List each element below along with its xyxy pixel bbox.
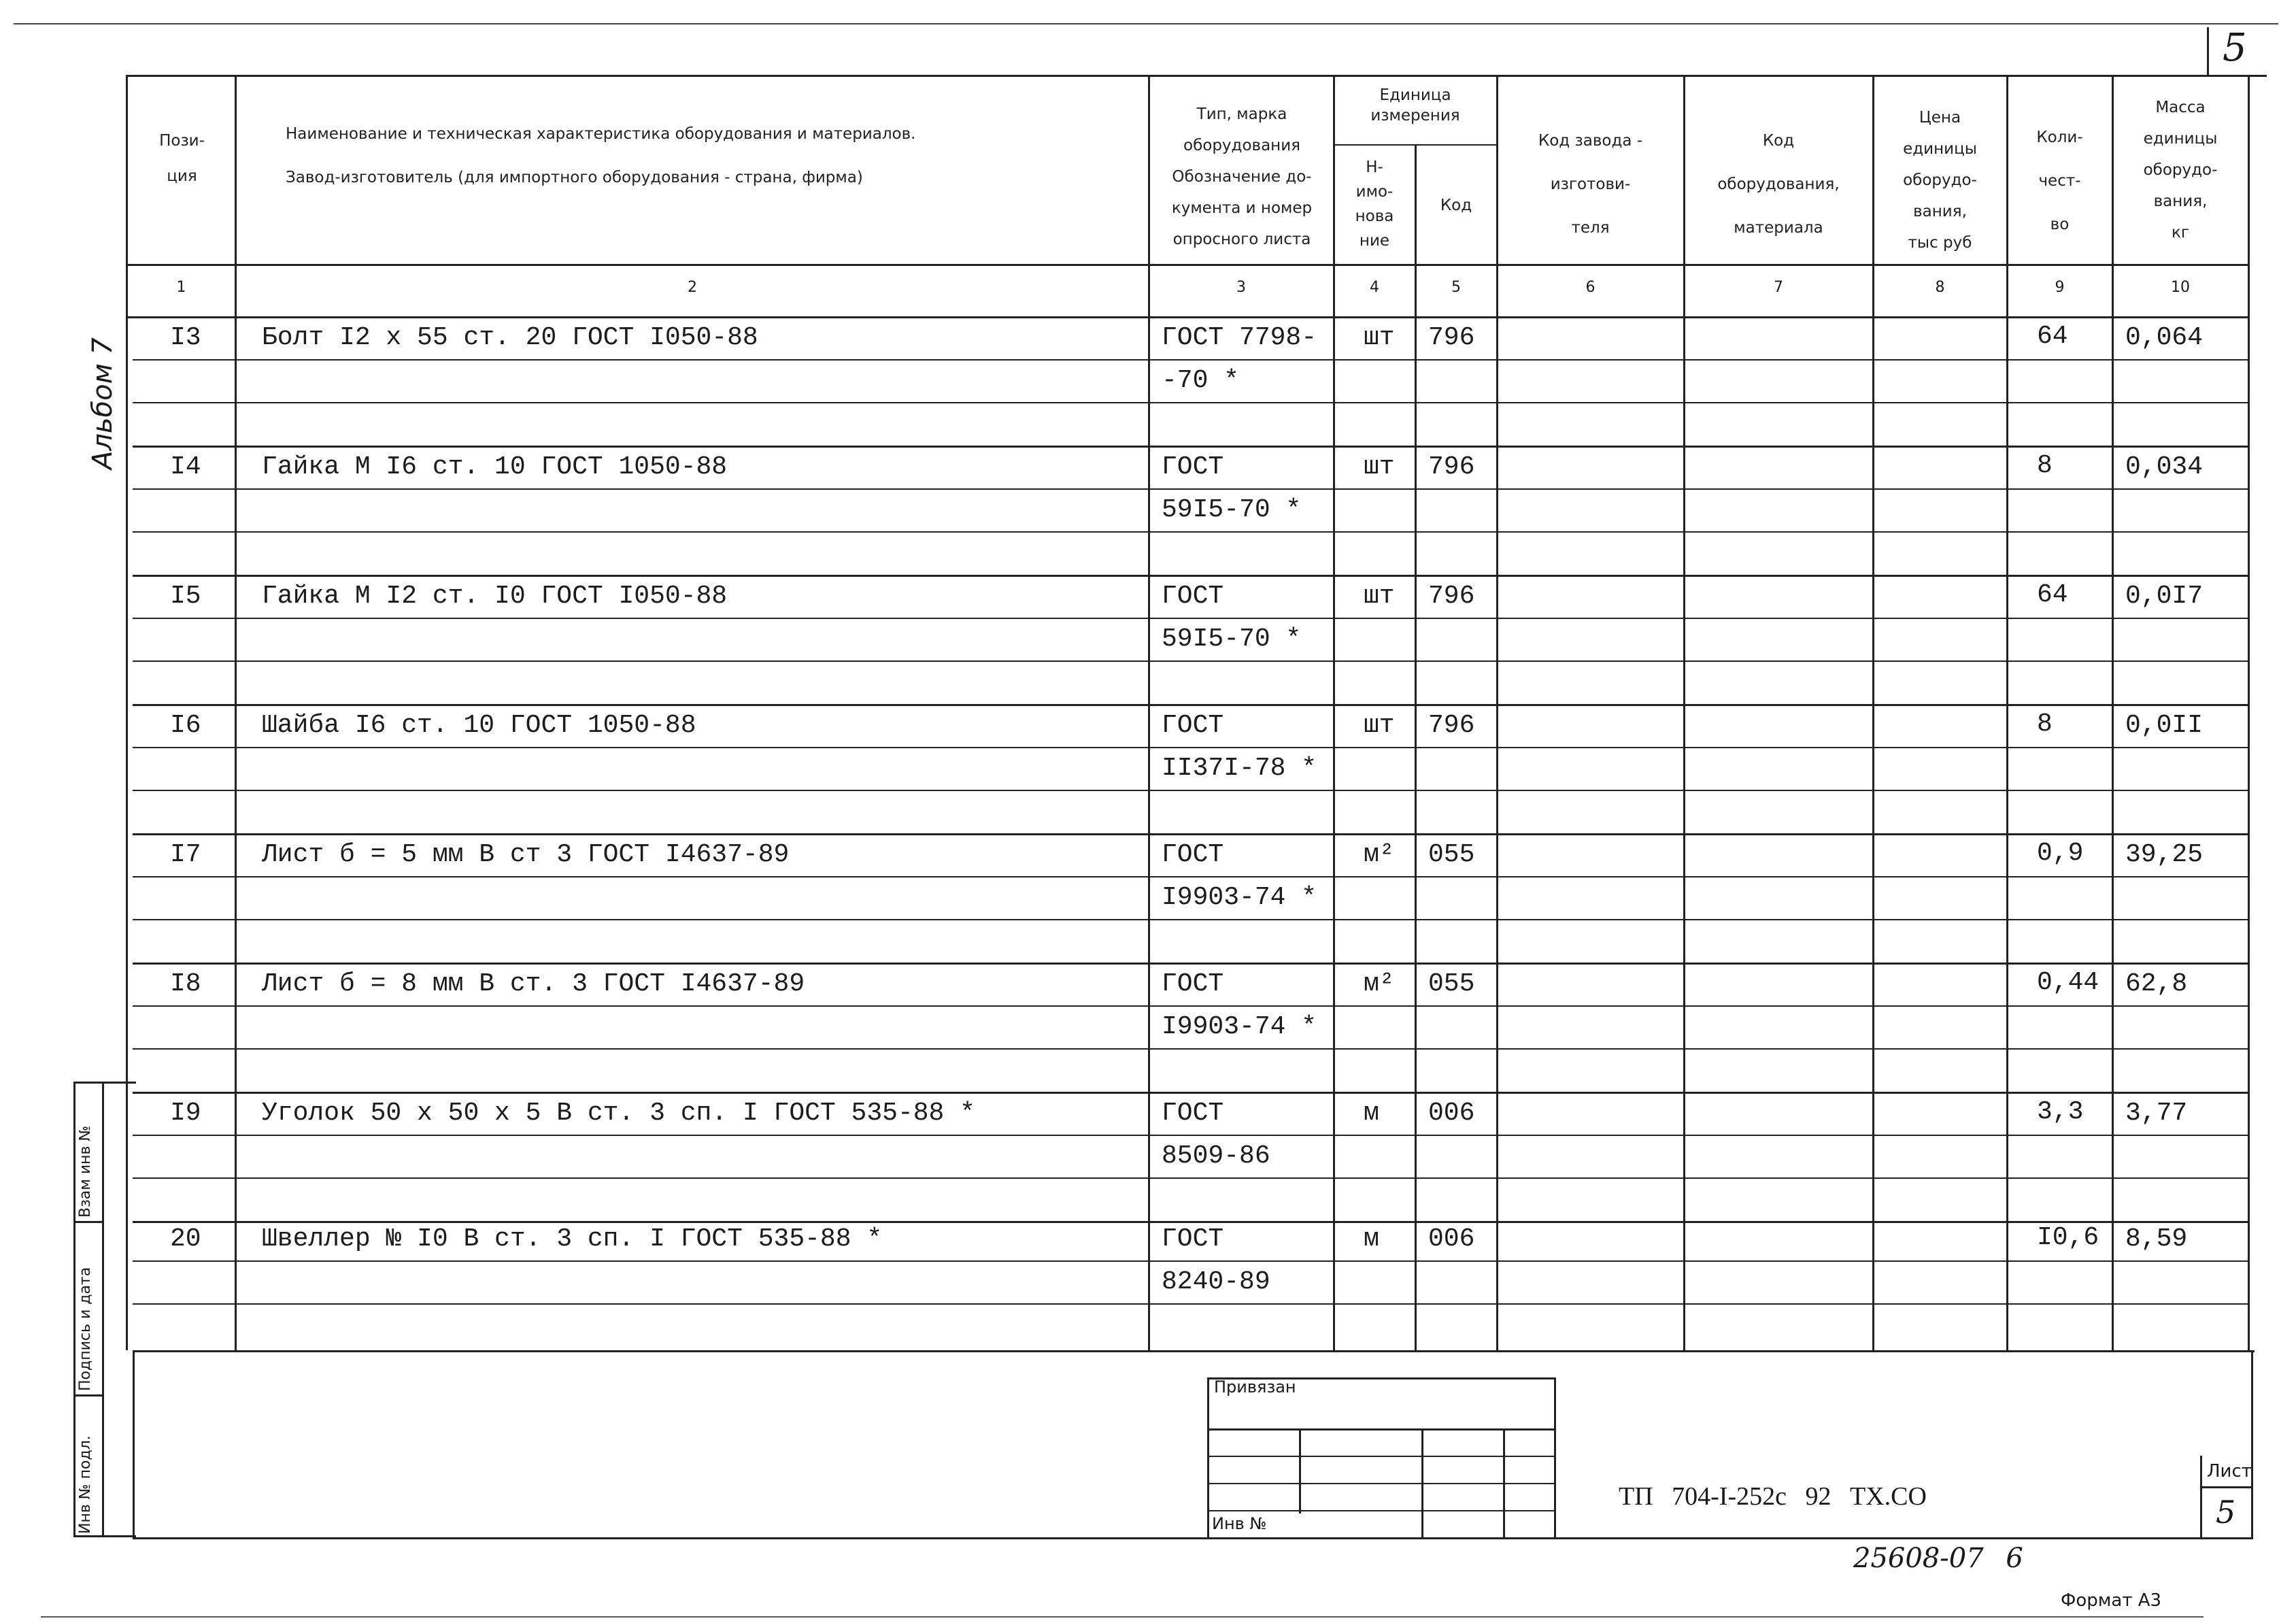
- colnum-8: 8: [1935, 279, 1945, 296]
- header-unit-code: Код: [1440, 197, 1472, 214]
- privyazan-label: Привязан: [1214, 1377, 1296, 1396]
- row-position: I9: [170, 1099, 201, 1128]
- header-plant-code: Код завода - изготови- теля: [1538, 132, 1643, 237]
- row-quantity: 64: [2037, 322, 2068, 351]
- row-unit: м: [1364, 1099, 1379, 1128]
- row-unit: м: [1364, 1224, 1379, 1254]
- row-mass: 0,0II: [2125, 711, 2204, 740]
- sheet-label: Лист: [2207, 1461, 2252, 1482]
- row-doc-line2: II37I-78 *: [1162, 754, 1317, 783]
- sheet-number: 5: [2216, 1494, 2236, 1530]
- document-designation: ТП 704-I-252с 92 ТХ.СО: [1619, 1482, 1927, 1511]
- row-doc-line2: I9903-74 *: [1162, 883, 1317, 912]
- row-doc-line1: ГОСТ: [1162, 582, 1224, 611]
- row-doc-line2: -70 *: [1162, 366, 1240, 395]
- row-quantity: I0,6: [2037, 1223, 2099, 1252]
- row-unit-code: 796: [1428, 582, 1475, 611]
- row-name: Уголок 50 x 50 x 5 В ст. 3 сп. I ГОСТ 535-88 *: [262, 1099, 975, 1128]
- row-position: I7: [170, 840, 201, 869]
- side-label-signature: Подпись и дата: [77, 1267, 94, 1391]
- row-position: 20: [170, 1224, 201, 1254]
- colnum-2: 2: [688, 279, 697, 296]
- header-price: Цена единицы оборудо- вания, тыс руб: [1903, 109, 1977, 252]
- header-unit: Единица измерения: [1370, 86, 1460, 124]
- row-quantity: 8: [2037, 451, 2053, 480]
- row-quantity: 64: [2037, 580, 2068, 609]
- colnum-7: 7: [1774, 279, 1783, 296]
- header-unit-name: Н- имо- нова ние: [1355, 158, 1394, 250]
- row-doc-line1: ГОСТ: [1162, 1099, 1224, 1128]
- album-label: Альбом 7: [87, 337, 118, 469]
- row-unit-code: 055: [1428, 969, 1475, 999]
- row-unit: м²: [1364, 969, 1395, 999]
- row-quantity: 8: [2037, 709, 2053, 739]
- row-quantity: 3,3: [2037, 1097, 2084, 1126]
- row-unit: м²: [1364, 840, 1395, 869]
- header-position: Пози- ция: [159, 132, 205, 185]
- row-name: Швеллер № I0 В ст. 3 сп. I ГОСТ 535-88 *: [262, 1224, 883, 1254]
- row-position: I5: [170, 582, 201, 611]
- row-mass: 8,59: [2125, 1224, 2188, 1254]
- colnum-1: 1: [176, 279, 186, 296]
- row-doc-line2: 59I5-70 *: [1162, 624, 1302, 654]
- row-unit-code: 006: [1428, 1224, 1475, 1254]
- row-doc-line1: ГОСТ: [1162, 1224, 1224, 1254]
- row-unit: шт: [1364, 323, 1395, 352]
- header-quantity: Коли- чест- во: [2036, 129, 2083, 233]
- colnum-9: 9: [2055, 279, 2065, 296]
- row-unit-code: 796: [1428, 323, 1475, 352]
- row-doc-line1: ГОСТ: [1162, 711, 1224, 740]
- row-position: I3: [170, 323, 201, 352]
- page-number: 5: [2223, 26, 2247, 70]
- row-mass: 62,8: [2125, 969, 2188, 999]
- row-doc-line1: ГОСТ: [1162, 969, 1224, 999]
- row-position: I8: [170, 969, 201, 999]
- header-mass: Масса единицы оборудо- вания, кг: [2143, 99, 2218, 241]
- row-name: Гайка М I6 ст. 10 ГОСТ 1050-88: [262, 452, 728, 482]
- row-doc-line2: 59I5-70 *: [1162, 495, 1302, 524]
- row-position: I4: [170, 452, 201, 482]
- header-equipment-code: Код оборудования, материала: [1717, 132, 1840, 237]
- row-name: Шайба I6 ст. 10 ГОСТ 1050-88: [262, 711, 696, 740]
- colnum-5: 5: [1451, 279, 1461, 296]
- row-unit: шт: [1364, 582, 1395, 611]
- row-doc-line2: 8509-86: [1162, 1141, 1270, 1171]
- row-name: Лист б = 8 мм В ст. 3 ГОСТ I4637-89: [262, 969, 805, 999]
- header-name: Наименование и техническая характеристика оборудования и материалов. Завод-изготовитель (для импортного оборудования - страна, фирма): [286, 125, 916, 186]
- row-mass: 0,034: [2125, 452, 2204, 482]
- row-mass: 0,064: [2125, 323, 2204, 352]
- row-name: Гайка М I2 ст. I0 ГОСТ I050-88: [262, 582, 728, 611]
- row-quantity: 0,44: [2037, 968, 2099, 997]
- row-mass: 39,25: [2125, 840, 2204, 869]
- colnum-3: 3: [1236, 279, 1246, 296]
- row-mass: 3,77: [2125, 1099, 2188, 1128]
- row-unit: шт: [1364, 452, 1395, 482]
- row-name: Лист б = 5 мм В ст 3 ГОСТ I4637-89: [262, 840, 790, 869]
- colnum-6: 6: [1585, 279, 1596, 296]
- format-label: Формат А3: [2061, 1590, 2162, 1611]
- row-doc-line2: I9903-74 *: [1162, 1012, 1317, 1041]
- inv-no-label: Инв №: [1212, 1514, 1267, 1533]
- side-label-replace: Взам инв №: [77, 1125, 94, 1218]
- row-mass: 0,0I7: [2125, 582, 2204, 611]
- row-name: Болт I2 x 55 ст. 20 ГОСТ I050-88: [262, 323, 758, 352]
- row-unit-code: 796: [1428, 452, 1475, 482]
- row-unit-code: 006: [1428, 1099, 1475, 1128]
- row-unit-code: 055: [1428, 840, 1475, 869]
- row-doc-line1: ГОСТ: [1162, 452, 1224, 482]
- colnum-10: 10: [2171, 279, 2190, 296]
- row-unit: шт: [1364, 711, 1395, 740]
- row-quantity: 0,9: [2037, 839, 2084, 868]
- row-position: I6: [170, 711, 201, 740]
- bottom-code: 25608-07 6: [1853, 1543, 2023, 1574]
- row-doc-line1: ГОСТ: [1162, 840, 1224, 869]
- row-doc-line2: 8240-89: [1162, 1267, 1270, 1296]
- header-type: Тип, марка оборудования Обозначение до- кумента и номер опросного листа: [1171, 105, 1313, 248]
- row-doc-line1: ГОСТ 7798-: [1162, 323, 1317, 352]
- row-unit-code: 796: [1428, 711, 1475, 740]
- colnum-4: 4: [1370, 279, 1379, 296]
- side-label-inv: Инв № подл.: [77, 1435, 94, 1534]
